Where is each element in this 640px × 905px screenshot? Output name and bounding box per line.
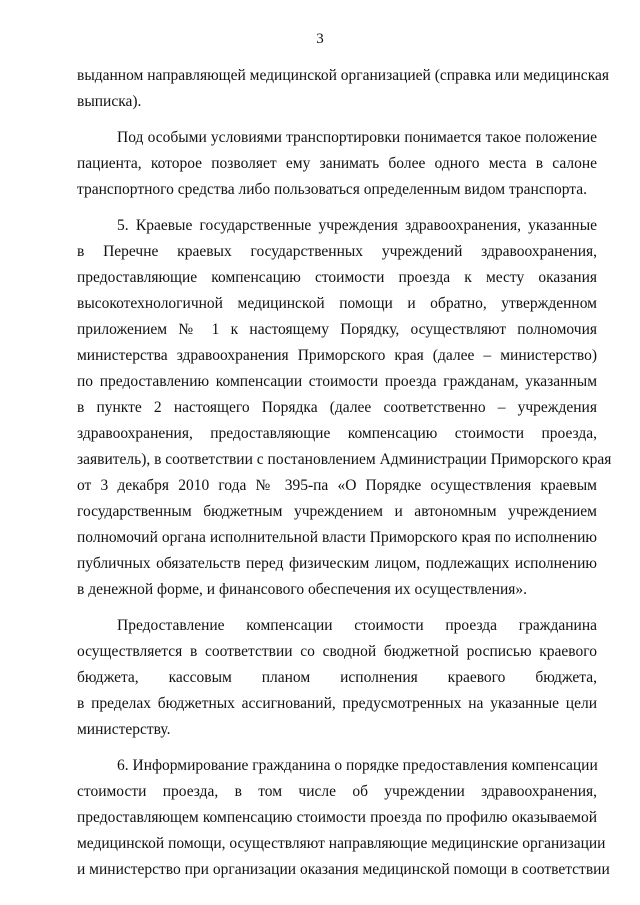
text-line: в пункте 2 настоящего Порядка (далее соответственно – учреждения xyxy=(77,399,597,416)
text-line: государственным бюджетным учреждением и автономным учреждением xyxy=(77,503,597,520)
text-line: полномочий органа исполнительной власти Приморского края по исполнению xyxy=(77,529,597,546)
page-number: 3 xyxy=(316,31,324,47)
text-line: по предоставлению компенсации стоимости проезда гражданам, указанным xyxy=(77,373,597,390)
text-line: пациента, которое позволяет ему занимать более одного места в салоне xyxy=(77,155,597,172)
paragraph-1 xyxy=(77,63,609,115)
paragraph-4 xyxy=(77,613,597,743)
text-line: Предоставление компенсации стоимости проезда гражданина xyxy=(117,617,597,634)
text-line: выписка). xyxy=(77,93,142,110)
text-line: Под особыми условиями транспортировки понимается такое положение xyxy=(117,129,597,146)
text-line: бюджета, кассовым планом исполнения краевого бюджета, xyxy=(77,669,597,686)
text-line: в Перечне краевых государственных учреждений здравоохранения, xyxy=(77,243,597,260)
text-line: в пределах бюджетных ассигнований, предусмотренных на указанные цели xyxy=(77,695,597,712)
text-line: 5. Краевые государственные учреждения здравоохранения, указанные xyxy=(117,217,597,234)
paragraph-2 xyxy=(77,125,597,203)
text-line: предоставляющие компенсацию стоимости проезда к месту оказания xyxy=(77,269,597,286)
text-line: публичных обязательств перед физическим лицом, подлежащих исполнению xyxy=(77,555,597,572)
text-line: приложением № 1 к настоящему Порядку, осуществляют полномочия xyxy=(77,321,597,338)
text-line: медицинской помощи, осуществляют направляющие медицинские организации xyxy=(77,835,606,852)
paragraph-3 xyxy=(77,213,612,603)
text-line: высокотехнологичной медицинской помощи и обратно, утвержденном xyxy=(77,295,597,312)
text-line: министерства здравоохранения Приморского края (далее – министерство) xyxy=(77,347,597,364)
text-line: транспортного средства либо пользоваться определенным видом транспорта. xyxy=(77,181,588,198)
text-line: предоставляющем компенсацию стоимости проезда по профилю оказываемой xyxy=(77,809,597,826)
paragraph-5 xyxy=(77,753,610,883)
text-line: стоимости проезда, в том числе об учреждении здравоохранения, xyxy=(77,783,597,800)
text-line: от 3 декабря 2010 года № 395-па «О Порядке осуществления краевым xyxy=(77,477,597,494)
text-line: в денежной форме, и финансового обеспечения их осуществления». xyxy=(77,581,528,598)
text-line: 6. Информирование гражданина о порядке предоставления компенсации xyxy=(117,757,598,774)
text-line: заявитель), в соответствии с постановлением Администрации Приморского края xyxy=(77,451,612,468)
text-line: выданном направляющей медицинской организацией (справка или медицинская xyxy=(77,67,609,84)
document-body xyxy=(77,63,612,883)
text-line: здравоохранения, предоставляющие компенсацию стоимости проезда, xyxy=(77,425,597,442)
text-line: и министерство при организации оказания медицинской помощи в соответствии xyxy=(77,861,610,878)
text-line: осуществляется в соответствии со сводной бюджетной росписью краевого xyxy=(77,643,597,660)
text-line: министерству. xyxy=(77,721,171,738)
